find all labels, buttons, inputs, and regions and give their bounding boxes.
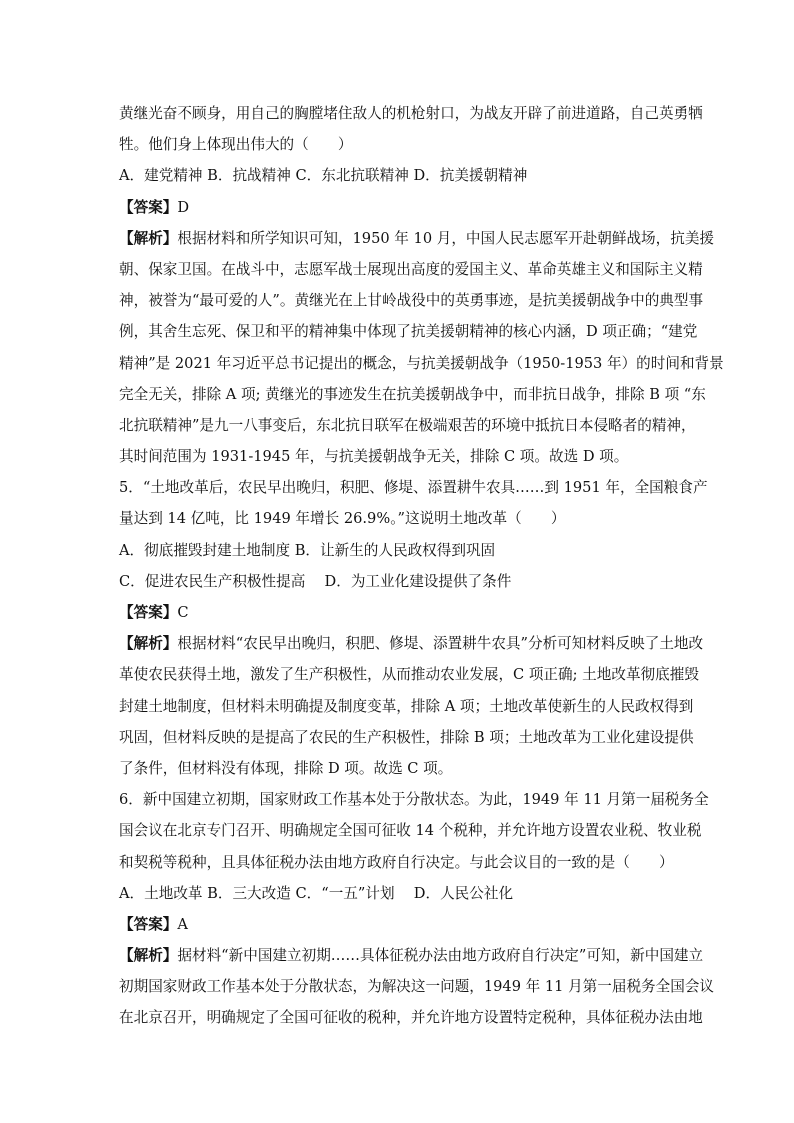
- q5-analysis-line-3: 封建土地制度，但材料未明确提及制度变革，排除 A 项；土地改革使新生的人民政权得到: [119, 697, 694, 715]
- q6-options: A．土地改革 B．三大改造 C．“一五”计划 D．人民公社化: [119, 884, 514, 902]
- analysis-tag: 【解析】: [119, 635, 178, 653]
- q5-analysis-line-2: 革使农民获得土地，激发了生产积极性，从而推动农业发展，C 项正确; 土地改革彻底摧毁: [119, 666, 699, 684]
- q4-analysis-line-7: 北抗联精神”是九一八事变后，东北抗日联军在极端艰苦的环境中抵抗日本侵略者的精神，: [119, 416, 696, 434]
- answer-tag: 【答案】: [119, 604, 178, 621]
- q4-stem-line-2: 牲。他们身上体现出伟大的（ ）: [119, 136, 353, 154]
- analysis-tag: 【解析】: [119, 947, 178, 965]
- q4-answer: [119, 192, 679, 223]
- q5-answer: [119, 597, 679, 628]
- answer-tag: 【答案】: [119, 198, 178, 216]
- q4-analysis-line-1: [119, 223, 715, 254]
- q4-options: A．建党精神 B．抗战精神 C．东北抗联精神 D．抗美援朝精神: [119, 167, 528, 185]
- q5-options-line-2: C．促进农民生产积极性提高 D．为工业化建设提供了条件: [119, 572, 512, 590]
- q4-analysis-line-8: 其时间范围为 1931-1945 年，与抗美援朝战争无关，排除 C 项。故选 D 项。: [119, 448, 629, 466]
- q6-analysis-line-3: 在北京召开，明确规定了全国可征收的税种，并允许地方设置特定税种，具体征税办法由地: [119, 1009, 703, 1027]
- analysis-text: 据材料“新中国建立初期……具体征税办法由地方政府自行决定”可知，新中国建立: [177, 947, 704, 965]
- q5-stem-line-2: 量达到 14 亿吨，比 1949 年增长 26.9%。”这说明土地改革（ ）: [119, 510, 566, 528]
- document-body: [119, 98, 724, 1034]
- q4-analysis-line-2: 朝、保家卫国。在战斗中，志愿军战士展现出高度的爱国主义、革命英雄主义和国际主义精: [119, 260, 703, 278]
- q6-stem-line-2: 国会议在北京专门召开、明确规定全国可征收 14 个税种，并允许地方设置农业税、牧业税: [119, 822, 702, 840]
- q6-analysis-line-2: 初期国家财政工作基本处于分散状态，为解决这一问题，1949 年 11 月第一届税务全国会议: [119, 978, 715, 996]
- q6-stem-line-3: 和契税等税种，且具体征税办法由地方政府自行决定。与此会议目的一致的是（ ）: [119, 853, 674, 871]
- q4-analysis-line-5: 精神”是 2021 年习近平总书记提出的概念，与抗美援朝战争（1950-1953 年）的时间和背景: [119, 354, 724, 372]
- q5-analysis-line-4: 巩固，但材料反映的是提高了农民的生产积极性，排除 B 项；土地改革为工业化建设提供: [119, 728, 694, 746]
- q5-analysis-line-1: [119, 628, 704, 659]
- q6-stem-line-1: 6．新中国建立初期，国家财政工作基本处于分散状态。为此，1949 年 11 月第一届税务全: [119, 791, 709, 809]
- q5-analysis-line-5: 了条件，但材料没有体现，排除 D 项。故选 C 项。: [119, 759, 453, 777]
- analysis-text: 根据材料“农民早出晚归，积肥、修堤、添置耕牛农具”分析可知材料反映了土地改: [177, 635, 704, 653]
- answer-value: C: [177, 604, 189, 621]
- answer-tag: 【答案】: [119, 915, 178, 933]
- q4-analysis-line-3: 神，被誉为“最可爱的人”。黄继光在上甘岭战役中的英勇事迹，是抗美援朝战争中的典型事: [119, 292, 704, 310]
- analysis-tag: 【解析】: [119, 229, 178, 247]
- q5-stem-line-1: 5．“土地改革后，农民早出晚归，积肥、修堤、添置耕牛农具……到 1951 年，全国粮食产: [119, 479, 708, 497]
- q6-analysis-line-1: [119, 940, 704, 971]
- q4-analysis-line-4: 例，其舍生忘死、保卫和平的精神集中体现了抗美援朝精神的核心内涵，D 项正确；“建党: [119, 323, 698, 341]
- q6-answer: [119, 909, 679, 940]
- answer-value: A: [177, 915, 188, 933]
- answer-value: D: [177, 198, 190, 216]
- q5-options-line-1: A．彻底摧毁封建土地制度 B．让新生的人民政权得到巩固: [119, 541, 496, 559]
- analysis-text: 根据材料和所学知识可知，1950 年 10 月，中国人民志愿军开赴朝鲜战场，抗美援: [177, 229, 715, 247]
- q4-stem-line-1: 黄继光奋不顾身，用自己的胸膛堵住敌人的机枪射口，为战友开辟了前进道路，自己英勇牺: [119, 105, 703, 122]
- q4-analysis-line-6: 完全无关，排除 A 项; 黄继光的事迹发生在抗美援朝战争中，而非抗日战争，排除 B 项 “东: [119, 385, 706, 403]
